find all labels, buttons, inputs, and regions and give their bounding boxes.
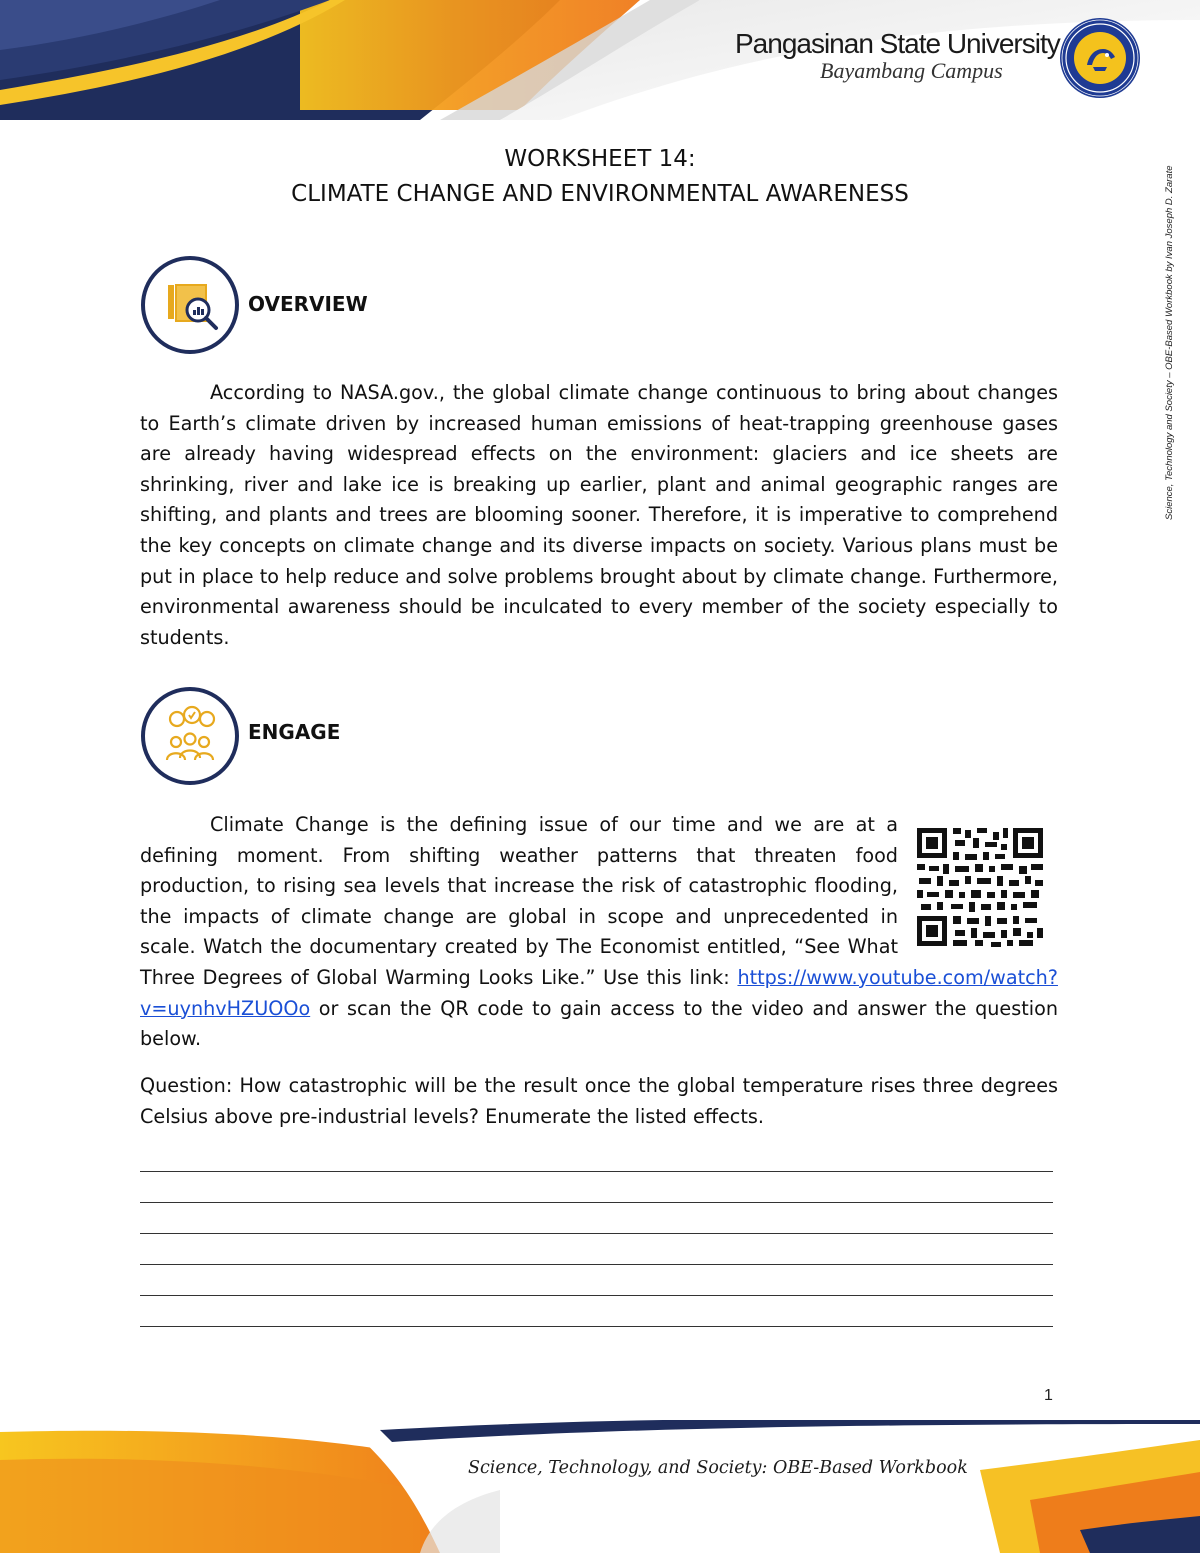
question-text: Question: How catastrophic will be the result once the global temperature rises three degrees Celsius above pre-industrial levels? Enumerate the listed effects. [140, 1074, 1058, 1128]
engage-heading: ENGAGE [248, 720, 341, 744]
youtube-link[interactable]: https://www.youtube.com/watch?v=uynhvHZUOOo [140, 965, 1058, 1020]
engage-text: Climate Change is the defining issue of our time and we are at a defining moment. From shifting weather patterns that threaten food production, to rising sea levels that increase the risk of catastrophic flooding, the impacts of climate change are global in scope and unprecedented in scale. Watch the documentary created by The Economist entitled, “See What Three Degrees of Global Warming Looks Like.” Use this link: [140, 813, 898, 989]
overview-heading: OVERVIEW [248, 292, 368, 316]
group-discussion-icon [140, 686, 240, 786]
worksheet-number: WORKSHEET 14: [504, 146, 696, 172]
answer-line[interactable] [140, 1202, 1053, 1203]
university-seal-logo [1059, 17, 1141, 99]
answer-line[interactable] [140, 1171, 1053, 1172]
overview-paragraph: According to NASA.gov., the global climate change continuous to bring about changes to Earth’s climate driven by increased human emissions of heat-trapping greenhouse gases are already having widespread effects on the environment: glaciers and ice sheets are shrinking, river and lake ice is breaking up earlier, plant and animal geographic ranges are shifting, and plants and trees are blooming sooner. Therefore, it is imperative to comprehend the key concepts on climate change and its diverse impacts on society. Various plans must be put in place to help reduce and solve problems brought about by climate change. Furthermore, environmental awareness should be inculcated to every member of the society especially to students. [140, 381, 1058, 649]
campus-name: Bayambang Campus [820, 58, 1003, 83]
document-search-icon [140, 255, 240, 355]
university-name: Pangasinan State University [735, 28, 1060, 59]
engage-text-end: or scan the QR code to gain access to the video and answer the question below. [140, 996, 1058, 1051]
worksheet-title: CLIMATE CHANGE AND ENVIRONMENTAL AWARENESS [291, 181, 909, 207]
answer-line[interactable] [140, 1264, 1053, 1265]
answer-line[interactable] [140, 1233, 1053, 1234]
answer-line[interactable] [140, 1326, 1053, 1327]
page-number: 1 [1044, 1387, 1053, 1404]
footer-workbook-title: Science, Technology, and Society: OBE-Based Workbook [468, 1458, 968, 1478]
answer-line[interactable] [140, 1295, 1053, 1296]
side-credit-text: Science, Technology and Society – OBE-Based Workbook by Ivan Joseph D. Zarate [1164, 165, 1175, 520]
header-wave-art [0, 0, 1200, 120]
qr-code[interactable] [915, 826, 1045, 948]
footer-wave-art [0, 1420, 1200, 1553]
